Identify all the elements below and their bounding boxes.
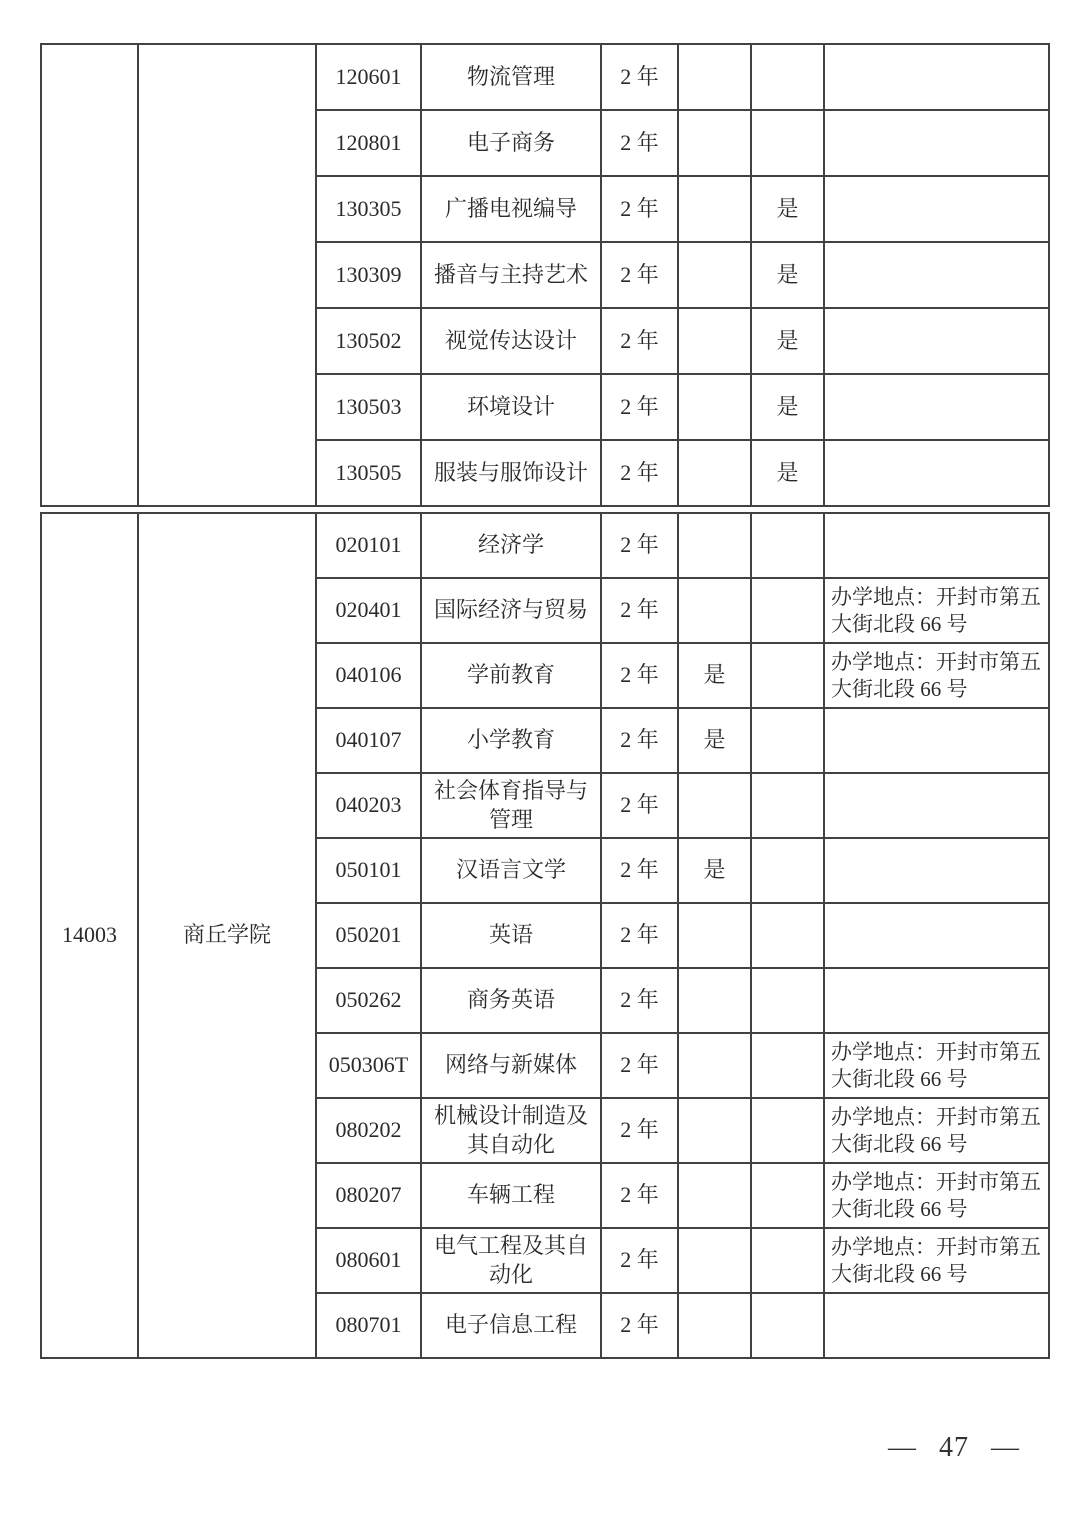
flag1-cell: 是 (678, 838, 751, 903)
majors-table-container (40, 43, 1048, 1359)
school-code-cell (41, 44, 138, 506)
flag1-cell (678, 1033, 751, 1098)
flag2-cell (751, 968, 824, 1033)
note-cell (824, 110, 1049, 176)
major-code-cell: 040203 (316, 773, 421, 838)
duration-cell: 2 年 (601, 242, 678, 308)
flag2-cell: 是 (751, 374, 824, 440)
table-row (41, 44, 1049, 110)
flag2-cell (751, 838, 824, 903)
major-code-cell: 020101 (316, 513, 421, 578)
major-name-cell: 视觉传达设计 (421, 308, 601, 374)
flag1-cell (678, 903, 751, 968)
duration-cell: 2 年 (601, 903, 678, 968)
flag1-cell (678, 513, 751, 578)
major-code-cell: 120801 (316, 110, 421, 176)
major-code-cell: 080202 (316, 1098, 421, 1163)
majors-table-section-continuation (40, 43, 1050, 507)
flag2-cell: 是 (751, 176, 824, 242)
note-cell (824, 440, 1049, 506)
flag1-cell (678, 968, 751, 1033)
duration-cell: 2 年 (601, 1098, 678, 1163)
flag2-cell (751, 1163, 824, 1228)
note-cell (824, 513, 1049, 578)
flag2-cell (751, 513, 824, 578)
flag1-cell (678, 110, 751, 176)
note-cell (824, 773, 1049, 838)
major-name-cell: 播音与主持艺术 (421, 242, 601, 308)
flag2-cell (751, 1228, 824, 1293)
duration-cell: 2 年 (601, 308, 678, 374)
flag1-cell (678, 1098, 751, 1163)
major-name-cell: 国际经济与贸易 (421, 578, 601, 643)
note-cell (824, 1293, 1049, 1358)
flag2-cell (751, 1293, 824, 1358)
flag2-cell: 是 (751, 440, 824, 506)
duration-cell: 2 年 (601, 513, 678, 578)
major-name-cell: 电子信息工程 (421, 1293, 601, 1358)
flag2-cell (751, 578, 824, 643)
major-name-cell: 电子商务 (421, 110, 601, 176)
school-code-cell: 14003 (41, 513, 138, 1358)
major-name-cell: 商务英语 (421, 968, 601, 1033)
major-name-cell: 物流管理 (421, 44, 601, 110)
note-cell (824, 242, 1049, 308)
flag1-cell (678, 1228, 751, 1293)
table-body-section-shangqiu (41, 513, 1049, 1358)
major-code-cell: 080207 (316, 1163, 421, 1228)
flag1-cell (678, 1293, 751, 1358)
flag1-cell (678, 1163, 751, 1228)
duration-cell: 2 年 (601, 1163, 678, 1228)
note-cell: 办学地点：开封市第五大街北段 66 号 (824, 1163, 1049, 1228)
major-code-cell: 080601 (316, 1228, 421, 1293)
flag1-cell (678, 44, 751, 110)
major-name-cell: 经济学 (421, 513, 601, 578)
flag2-cell: 是 (751, 242, 824, 308)
table-row (41, 513, 1049, 578)
major-name-cell: 环境设计 (421, 374, 601, 440)
note-cell: 办学地点：开封市第五大街北段 66 号 (824, 1033, 1049, 1098)
note-cell (824, 44, 1049, 110)
note-cell: 办学地点：开封市第五大街北段 66 号 (824, 643, 1049, 708)
duration-cell: 2 年 (601, 1033, 678, 1098)
flag2-cell (751, 110, 824, 176)
flag2-cell: 是 (751, 308, 824, 374)
flag1-cell (678, 374, 751, 440)
major-name-cell: 电气工程及其自动化 (421, 1228, 601, 1293)
duration-cell: 2 年 (601, 110, 678, 176)
flag1-cell (678, 578, 751, 643)
note-cell: 办学地点：开封市第五大街北段 66 号 (824, 578, 1049, 643)
table-body-section-continuation (41, 44, 1049, 506)
major-name-cell: 机械设计制造及其自动化 (421, 1098, 601, 1163)
major-name-cell: 服装与服饰设计 (421, 440, 601, 506)
duration-cell: 2 年 (601, 578, 678, 643)
flag2-cell (751, 643, 824, 708)
duration-cell: 2 年 (601, 708, 678, 773)
major-name-cell: 小学教育 (421, 708, 601, 773)
flag2-cell (751, 773, 824, 838)
note-cell (824, 176, 1049, 242)
duration-cell: 2 年 (601, 374, 678, 440)
major-name-cell: 网络与新媒体 (421, 1033, 601, 1098)
duration-cell: 2 年 (601, 838, 678, 903)
major-code-cell: 050262 (316, 968, 421, 1033)
duration-cell: 2 年 (601, 773, 678, 838)
duration-cell: 2 年 (601, 176, 678, 242)
flag2-cell (751, 708, 824, 773)
major-code-cell: 050201 (316, 903, 421, 968)
majors-table-section-shangqiu (40, 512, 1050, 1359)
school-name-cell: 商丘学院 (138, 513, 316, 1358)
note-cell (824, 903, 1049, 968)
major-code-cell: 050306T (316, 1033, 421, 1098)
flag2-cell (751, 1098, 824, 1163)
flag1-cell (678, 773, 751, 838)
note-cell (824, 308, 1049, 374)
flag1-cell (678, 440, 751, 506)
note-cell (824, 838, 1049, 903)
flag1-cell (678, 242, 751, 308)
note-cell: 办学地点：开封市第五大街北段 66 号 (824, 1228, 1049, 1293)
duration-cell: 2 年 (601, 1293, 678, 1358)
major-name-cell: 汉语言文学 (421, 838, 601, 903)
flag1-cell: 是 (678, 708, 751, 773)
major-code-cell: 040107 (316, 708, 421, 773)
duration-cell: 2 年 (601, 44, 678, 110)
major-name-cell: 广播电视编导 (421, 176, 601, 242)
note-cell (824, 374, 1049, 440)
major-code-cell: 130502 (316, 308, 421, 374)
major-name-cell: 英语 (421, 903, 601, 968)
flag1-cell (678, 308, 751, 374)
note-cell: 办学地点：开封市第五大街北段 66 号 (824, 1098, 1049, 1163)
major-code-cell: 020401 (316, 578, 421, 643)
note-cell (824, 968, 1049, 1033)
major-name-cell: 学前教育 (421, 643, 601, 708)
duration-cell: 2 年 (601, 643, 678, 708)
school-name-cell (138, 44, 316, 506)
flag1-cell: 是 (678, 643, 751, 708)
flag2-cell (751, 44, 824, 110)
duration-cell: 2 年 (601, 1228, 678, 1293)
major-code-cell: 130305 (316, 176, 421, 242)
page-number: — 47 — (888, 1432, 1020, 1463)
flag1-cell (678, 176, 751, 242)
major-code-cell: 130505 (316, 440, 421, 506)
major-name-cell: 车辆工程 (421, 1163, 601, 1228)
major-code-cell: 120601 (316, 44, 421, 110)
major-code-cell: 040106 (316, 643, 421, 708)
flag2-cell (751, 903, 824, 968)
major-name-cell: 社会体育指导与管理 (421, 773, 601, 838)
flag2-cell (751, 1033, 824, 1098)
major-code-cell: 050101 (316, 838, 421, 903)
note-cell (824, 708, 1049, 773)
duration-cell: 2 年 (601, 440, 678, 506)
major-code-cell: 080701 (316, 1293, 421, 1358)
major-code-cell: 130309 (316, 242, 421, 308)
duration-cell: 2 年 (601, 968, 678, 1033)
major-code-cell: 130503 (316, 374, 421, 440)
